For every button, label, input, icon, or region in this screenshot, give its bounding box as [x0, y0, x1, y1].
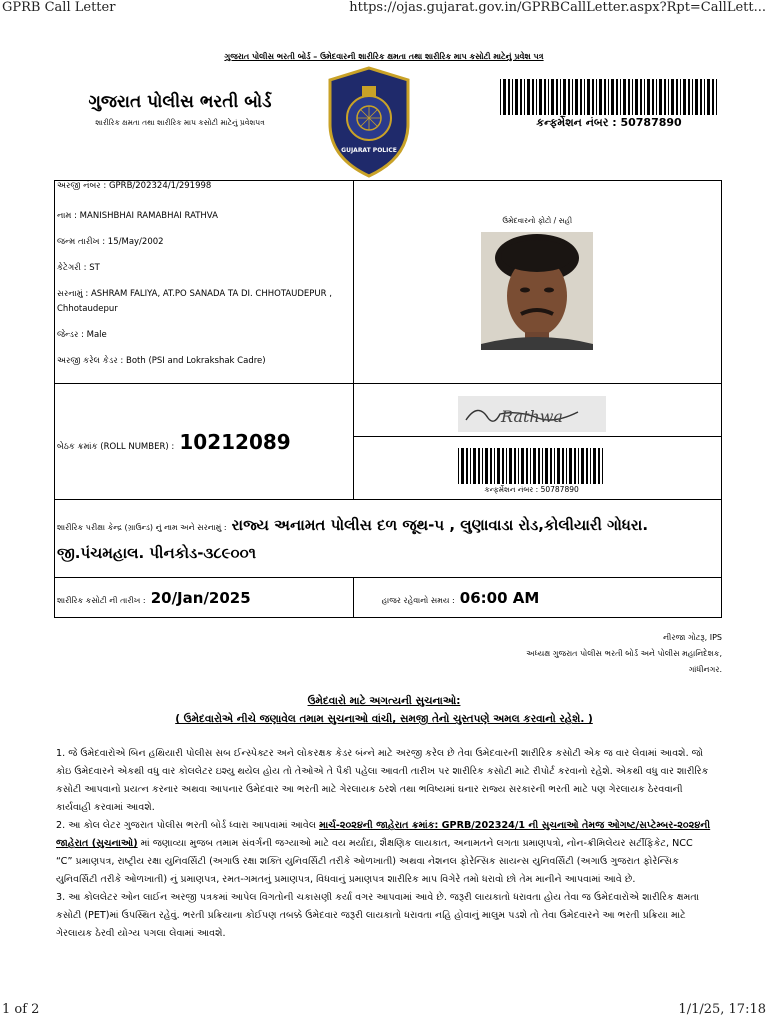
- page-indicator: 1 of 2: [2, 1002, 40, 1017]
- confirmation-number-small: કન્ફર્મેશન નંબર : 50787890: [484, 485, 579, 494]
- board-name: ગુજરાત પોલીસ ભરતી બોર્ડ: [88, 92, 272, 112]
- call-letter-title: ગુજરાત પોલીસ ભરતી બોર્ડ – ઉમેદવારની શારીરિક ક્ષમતા તથા શારીરિક માપ કસોટી માટેનું પ્રવેશ પત્ર: [224, 52, 544, 61]
- signatory-designation: અધ્યક્ષ ગુજરાત પોલીસ ભરતી બોર્ડ અને પોલીસ મહાનિદેશક,: [526, 649, 722, 658]
- signatory-name: નીરજા ગોટરૂ, IPS: [663, 633, 722, 642]
- candidate-details-table: [54, 180, 722, 618]
- roll-number-label: બેઠક ક્રમાંક (ROLL NUMBER) :: [57, 441, 175, 452]
- exam-date-label: શારીરિક કસોટી ની તારીખ :: [57, 596, 146, 605]
- signatory-block: [422, 630, 722, 678]
- instruction-2-part-c: માં જણાવ્યા મુજબ તમામ સંવર્ગની જગ્યાઓ માટે વય મર્યાદા, શૈક્ષણિક લાયકાત, અનામતને લગતા પ્રમાણપત્રો, નોન-ક્રીમિલેયર સર્ટીફિકેટ, NCC “C” પ્રમાણપત્ર, રાષ્ટ્રીય રક્ષા યુનિવર્સિટી (અગાઉ રક્ષા શક્તિ યુનિવર્સિટી તરીકે ઓળખાતી) અથવા નેશનલ ફોરેન્સિક સાયન્સ યુનિવર્સિટી (અગાઉ ગુજરાત ફોરેન્સિક યુનિવર્સિટી તરીકે ઓળખાતી) નું પ્રમાણપત્ર, રમત-ગમતનું પ્રમાણપત્ર, વિધવાનું પ્રમાણપત્ર શારીરિક માપ વિગેરે તમો ધરાવો છો તેમ માનીને આપવામાં આવે છે.: [56, 838, 693, 885]
- instruction-2: [56, 817, 712, 889]
- candidate-signature: [458, 396, 606, 432]
- exam-date-value: 20/Jan/2025: [150, 589, 251, 607]
- report-time-value: 06:00 AM: [459, 589, 540, 607]
- gender: જેન્ડર : Male: [57, 330, 107, 340]
- logo-text: GUJARAT POLICE: [341, 147, 397, 154]
- instructions-title: ઉમેદવારો માટે અગત્યની સુચનાઓ:: [307, 695, 461, 707]
- address-line2: Chhotaudepur: [57, 304, 118, 314]
- address-line1: સરનામું : ASHRAM FALIYA, AT.PO SANADA TA DI. CHHOTAUDEPUR ,: [57, 289, 332, 299]
- instructions-subtitle: ( ઉમેદવારોએ નીચે જણાવેલ તમામ સુચનાઓ વાંચી, સમજી તેનો ચુસ્તપણે અમલ કરવાનો રહેશે. ): [175, 713, 593, 725]
- signature-text: Rathwa: [500, 407, 563, 426]
- date-of-birth: જન્મ તારીખ : 15/May/2002: [57, 237, 164, 247]
- print-header-url: https://ojas.gujarat.gov.in/GPRBCallLetter.aspx?Rpt=CallLett...: [349, 0, 766, 15]
- exam-center-line1: રાજ્ય અનામત પોલીસ દળ જૂથ-૫ , લુણાવાડા રોડ,કોલીયારી ગોધરા.: [231, 516, 649, 534]
- report-time-label: હાજર રહેવાનો સમય :: [381, 596, 455, 605]
- exam-center-line2: જી.પંચમહાલ. પીનકોડ-૩૮૯૦૦૧: [57, 544, 256, 562]
- signatory-place: ગાંધીનગર.: [688, 665, 722, 674]
- print-footer: [0, 1002, 768, 1020]
- application-number: અરજી નંબર : GPRB/202324/1/291998: [57, 181, 212, 191]
- instruction-2-highlight: માર્ચ-૨૦૨૪ની જાહેરાત ક્રમાંક: GPRB/202324/1 ની સુચનાઓ તેમજ ઓગષ્ટ/સપ્ટેમ્બર-૨૦૨૪ની જાહેરાત (સુચનાઓ): [56, 820, 711, 849]
- print-header: [0, 0, 768, 18]
- instructions-body: [56, 745, 712, 943]
- applied-cadre: અરજી કરેલ કેડર : Both (PSI and Lokrakshak Cadre): [57, 356, 266, 366]
- photo-label: ઉમેદવારનો ફોટો / સહી: [502, 216, 573, 225]
- exam-center-label: શારીરિક પરીક્ષા કેન્દ્ર (ગ્રાઉન્ડ) નું નામ અને સરનામું :: [57, 523, 227, 532]
- print-timestamp: 1/1/25, 17:18: [678, 1002, 766, 1017]
- candidate-name: નામ : MANISHBHAI RAMABHAI RATHVA: [57, 211, 218, 221]
- instruction-2-part-a: 2. આ કોલ લેટર ગુજરાત પોલીસ ભરતી બોર્ડ ધ્વારા આપવામાં આવેલ: [56, 820, 320, 831]
- confirmation-number-top: કન્ફર્મેશન નંબર : 50787890: [536, 116, 682, 129]
- print-header-title: GPRB Call Letter: [2, 0, 116, 15]
- barcode-small: [458, 448, 606, 484]
- roll-number-value: 10212089: [179, 429, 291, 454]
- instruction-3: 3. આ કોલલેટર ઓન લાઈન અરજી પત્રકમાં આપેલ વિગતોની ચકાસણી કર્યા વગર આપવામાં આવે છે. જરૂરી લાયકાતો ધરાવતા હોય તેવા જ ઉમેદવારોએ શારીરિક ક્ષમતા કસોટી (PET)માં ઉપસ્થિત રહેવું. ભરતી પ્રક્રિયાના કોઈપણ તબક્કે ઉમેદવાર જરૂરી લાયકાતો ધરાવતા નહિ હોવાનું માલુમ પડશે તો તેવા ઉમેદવારને આ ભરતી પ્રક્રિયા માટે ગેરલાયક ઠેરવી યોગ્ય પગલા લેવામાં આવશે.: [56, 892, 700, 939]
- instruction-1: 1. જે ઉમેદવારોએ બિન હથિયારી પોલીસ સબ ઈન્સ્પેક્ટર અને લોકરક્ષક કેડર બંન્ને માટે અરજી કરેલ છે તેવા ઉમેદવારની શારીરિક કસોટી એક જ વાર લેવામાં આવશે. જો કોઇ ઉમેદવારને એકથી વધુ વાર કોલલેટર ઇશ્યુ થયેલ હોય તો તેઓએ તે પૈકી પહેલા આવતી તારીખ પર શારીરિક કસોટી માટે રીપોર્ટ કરવાનો રહેશે. એકથી વધુ વાર શારીરિક કસોટી આપવાનો પ્રયત્ન કરનાર અથવા આપનાર ઉમેદવાર આ ભરતી માટે ગેરલાયક ઠરશે તથા ભવિષ્યમાં ઘનાર રાજ્ય સરકારની ભરતી માટે પણ ગેરલાયક ઠેરવવાની કાર્યવાહી કરવામાં આવશે.: [56, 748, 709, 813]
- board-subtitle: શારીરિક ક્ષમતા તથા શારીરિક માપ કસોટી માટેનું પ્રવેશપત્ર: [95, 118, 265, 127]
- gujarat-police-logo: [326, 66, 412, 178]
- category: કેટેગરી : ST: [57, 263, 100, 273]
- barcode-top: [500, 79, 718, 115]
- candidate-photo: [481, 232, 593, 350]
